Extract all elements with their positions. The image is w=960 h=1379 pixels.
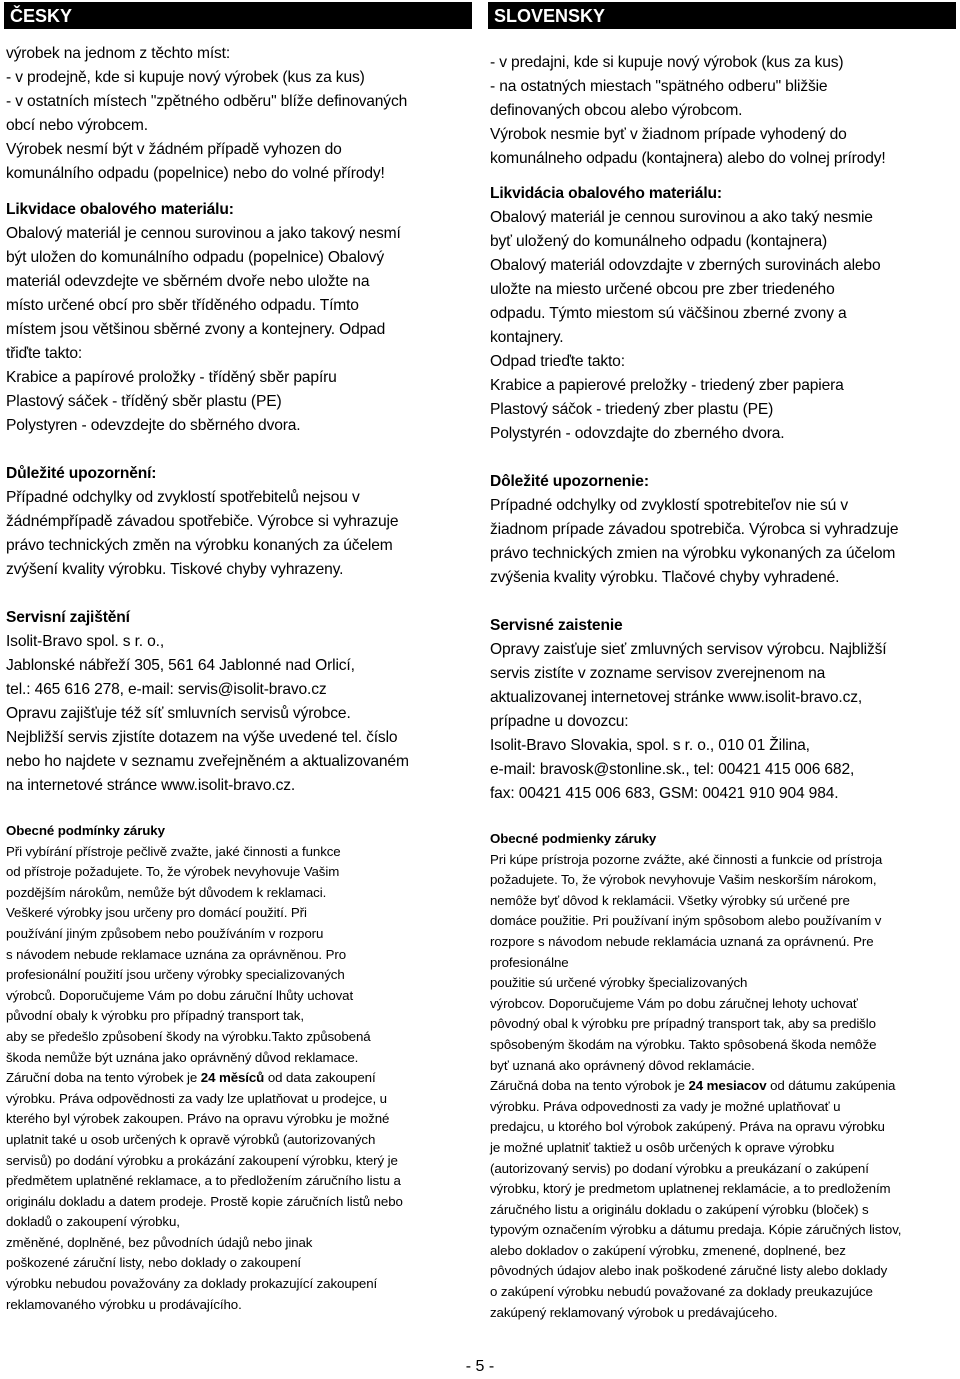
text-line: (autorizovaný servis) po dodaní výrobku a preukázaní o zakúpení <box>490 1160 869 1176</box>
text-line: Nejbližší servis zjistíte dotazem na výše uvedené tel. číslo <box>6 729 398 746</box>
warranty-section <box>490 829 956 1323</box>
text-line: Krabice a papierové preložky - triedený zber papiera <box>490 377 844 394</box>
text-line: - v ostatních místech "zpětného odběru" blíže definovaných <box>6 93 408 110</box>
text-line: dokladů o zakoupení výrobku, <box>6 1214 180 1230</box>
text-line: Obalový materiál je cennou surovinou a ako taký nesmie <box>490 209 873 226</box>
text-line: Výrobok nesmie byť v žiadnom prípade vyhodený do <box>490 126 847 143</box>
text-line: Isolit-Bravo spol. s r. o., <box>6 633 165 650</box>
text-line: být uložen do komunálního odpadu (popelnice) Obalový <box>6 249 384 266</box>
text-line: výrobku. Práva odpovednosti za vady je možné uplatňovať u <box>490 1098 841 1114</box>
text-line: komunálneho odpadu (kontajnera) alebo do volnej prírody! <box>490 150 886 167</box>
text-line: - v predajni, kde si kupuje nový výrobok (kus za kus) <box>490 54 844 71</box>
warranty-heading: Obecné podmínky záruky <box>6 823 165 838</box>
text-line: zakúpený reklamovaný výrobok u predávajúceho. <box>490 1304 778 1320</box>
text-line: typovým označením výrobku a dátumu predaja. Kópie záručných listov, <box>490 1222 902 1238</box>
text-line: změněné, doplněné, bez původních údajů nebo jinak <box>6 1234 313 1250</box>
text-line: predajcu, u ktorého bol výrobok zakúpený. Práva na opravu výrobku <box>490 1119 885 1135</box>
warranty-section <box>6 821 472 1315</box>
text-line: o zakúpení výrobku nebudú považované za doklady preukazujúce <box>490 1284 873 1300</box>
text-line: třiďte takto: <box>6 345 83 362</box>
packaging-text <box>6 222 472 438</box>
text-line: právo technických změn na výrobku konaných za účelem <box>6 537 393 554</box>
text-line: kterého byl výrobek zakoupen. Právo na opravu výrobku je možné <box>6 1111 390 1127</box>
warranty-text <box>490 850 956 1324</box>
text-line: fax: 00421 415 006 683, GSM: 00421 910 904 984. <box>490 785 839 802</box>
section-header-czech: ČESKY <box>4 2 472 29</box>
text-line: nebo ho najdete v seznamu zveřejněném a aktualizovaném <box>6 753 409 770</box>
text-line: zvýšení kvality výrobku. Tiskové chyby vyhrazeny. <box>6 561 344 578</box>
text-line: Plastový sáček - tříděný sběr plastu (PE) <box>6 393 282 410</box>
text-line: Záručná doba na tento výrobok je 24 mesiacov od dátumu zakúpenia <box>490 1078 896 1094</box>
text-line: žádnémpřípadě závadou spotřebiče. Výrobce si vyhrazuje <box>6 513 399 530</box>
text-line: e-mail: bravosk@stonline.sk., tel: 00421 415 006 682, <box>490 761 855 778</box>
text-line: reklamovaného výrobku u prodávajícího. <box>6 1296 242 1312</box>
text-line: profesionálne <box>490 954 569 970</box>
text-line: výrobku, ktorý je predmetom uplatnenej reklamácie, a to predložením <box>490 1181 891 1197</box>
text-line: Obalový materiál odovzdajte v zberných surovinách alebo <box>490 257 881 274</box>
text-line: místo určené obcí pro sběr tříděného odpadu. Tímto <box>6 297 359 314</box>
packaging-heading: Likvidácia obalového materiálu: <box>490 185 722 202</box>
packaging-section <box>490 182 956 446</box>
text-line: na internetové stránce www.isolit-bravo.cz. <box>6 777 296 794</box>
text-line: záručného listu a originálu dokladu o zakúpení výrobku (bloček) s <box>490 1201 869 1217</box>
notice-text <box>6 486 472 582</box>
text-line: spôsobeným škodám na výrobku. Takto spôsobená škoda nemôže <box>490 1036 877 1052</box>
text-line: nemôže byť dôvod k reklamácii. Všetky výrobky sú určené pre <box>490 892 850 908</box>
text-line: odpadu. Týmto miestom sú väčšinou zberné zvony a <box>490 305 847 322</box>
service-text <box>490 638 956 806</box>
text-line: pozdějším nárokům, nemůže být důvodem k reklamaci. <box>6 884 327 900</box>
text-line: materiál odevzdejte ve sběrném dvoře nebo uložte na <box>6 273 370 290</box>
text-line: právo technických zmien na výrobku vykonaných za účelom <box>490 545 896 562</box>
text-line: Veškeré výrobky jsou určeny pro domácí použití. Při <box>6 905 307 921</box>
text-line: Při vybírání přístroje pečlivě zvažte, jaké činnosti a funkce <box>6 843 341 859</box>
text-line: profesionální použití jsou určeny výrobky specializovaných <box>6 967 345 983</box>
packaging-section <box>6 198 472 438</box>
notice-section <box>490 470 956 590</box>
disposal-intro <box>490 51 956 171</box>
text-line: Isolit-Bravo Slovakia, spol. s r. o., 010 01 Žilina, <box>490 737 810 754</box>
text-line: poškozené záruční listy, nebo doklady o zakoupení <box>6 1255 301 1271</box>
text-line: obcí nebo výrobcem. <box>6 117 148 134</box>
text-line: domáce použitie. Pri používaní iným spôsobom alebo používaním v <box>490 913 882 929</box>
czech-column <box>4 0 472 1315</box>
text-line: Pri kúpe prístroja pozorne zvážte, aké činnosti a funkcie od prístroja <box>490 851 883 867</box>
text-line: servis zistíte v zozname servisov zverejnenom na <box>490 665 826 682</box>
text-line: použitie sú určené výrobky špecializovaných <box>490 975 748 991</box>
text-line: rozpore s návodom nebude reklamácia uznaná za oprávnenú. Pre <box>490 933 874 949</box>
text-line: prípadne u dovozcu: <box>490 713 629 730</box>
warranty-heading: Obecné podmienky záruky <box>490 831 657 846</box>
text-line: originálu dokladu a datem prodeje. Prostě kopie záručních listů nebo <box>6 1193 403 1209</box>
text-line: předmětem uplatněné reklamace, a to předložením záručního listu a <box>6 1173 401 1189</box>
text-line: Případné odchylky od zvyklostí spotřebitelů nejsou v <box>6 489 360 506</box>
text-line: Plastový sáčok - triedený zber plastu (PE) <box>490 401 774 418</box>
notice-heading: Dôležité upozornenie: <box>490 473 649 490</box>
text-line: výrobek na jednom z těchto míst: <box>6 45 231 62</box>
notice-text <box>490 494 956 590</box>
text-line: místem jsou většinou sběrné zvony a kontejnery. Odpad <box>6 321 386 338</box>
text-line: tel.: 465 616 278, e-mail: servis@isolit-bravo.cz <box>6 681 327 698</box>
slovak-column <box>488 0 956 1323</box>
service-heading: Servisné zaistenie <box>490 617 623 634</box>
text-line: zvýšenia kvality výrobku. Tlačové chyby vyhradené. <box>490 569 840 586</box>
service-heading: Servisní zajištění <box>6 609 130 626</box>
disposal-intro <box>6 42 472 186</box>
notice-section <box>6 462 472 582</box>
text-line: Výrobek nesmí být v žádném případě vyhozen do <box>6 141 342 158</box>
text-line: uložte na miesto určené obcou pre zber triedeného <box>490 281 835 298</box>
text-line: Odpad trieďte takto: <box>490 353 625 370</box>
text-line: s návodem nebude reklamace uznána za oprávněnou. Pro <box>6 946 347 962</box>
text-line: používání jiným způsobem nebo používáním v rozporu <box>6 925 324 941</box>
text-line: - v prodejně, kde si kupuje nový výrobek (kus za kus) <box>6 69 365 86</box>
page-number: - 5 - <box>465 1358 495 1375</box>
service-text <box>6 630 472 798</box>
text-line: Opravu zajišťuje též síť smluvních servisů výrobce. <box>6 705 351 722</box>
text-line: výrobku nebudou považovány za doklady prokazující zakoupení <box>6 1276 378 1292</box>
slovak-body <box>488 51 956 1323</box>
text-line: Jablonské nábřeží 305, 561 64 Jablonné nad Orlicí, <box>6 657 355 674</box>
text-line: servisů) po dodání výrobku a prokázání zakoupení výrobku, který je <box>6 1152 398 1168</box>
text-line: výrobku. Práva odpovědnosti za vady lze uplatňovat u prodejce, u <box>6 1090 387 1106</box>
text-line: Záruční doba na tento výrobek je 24 měsíců od data zakoupení <box>6 1070 376 1086</box>
service-section <box>490 614 956 806</box>
text-line: je možné uplatniť taktiež u osôb určených k oprave výrobku <box>490 1139 835 1155</box>
text-line: Polystyrén - odovzdajte do zberného dvora. <box>490 425 785 442</box>
text-line: Polystyren - odevzdejte do sběrného dvora. <box>6 417 301 434</box>
text-line: definovaných obcou alebo výrobcom. <box>490 102 743 119</box>
text-line: původní obaly k výrobku pro případný transport tak, <box>6 1008 304 1024</box>
notice-heading: Důležité upozornění: <box>6 465 157 482</box>
packaging-text <box>490 206 956 446</box>
text-line: výrobců. Doporučujeme Vám po dobu záruční lhůty uchovat <box>6 987 354 1003</box>
text-line: Krabice a papírové proložky - tříděný sběr papíru <box>6 369 337 386</box>
service-section <box>6 606 472 798</box>
czech-body <box>4 42 472 1315</box>
text-line: byť uložený do komunálneho odpadu (kontajnera) <box>490 233 828 250</box>
text-line: byť uznaná ako oprávnený dôvod reklamácie. <box>490 1057 755 1073</box>
text-line: požadujete. To, že výrobok nevyhovuje Vašim neskorším nárokom, <box>490 872 877 888</box>
text-line: kontajnery. <box>490 329 564 346</box>
text-line: žiadnom prípade závadou spotrebiča. Výrobca si vyhradzuje <box>490 521 899 538</box>
warranty-text <box>6 842 472 1316</box>
text-line: - na ostatných miestach "spätného odberu" bližšie <box>490 78 828 95</box>
text-line: Opravy zaisťuje sieť zmluvných servisov výrobcu. Najbližší <box>490 641 887 658</box>
text-line: pôvodných údajov alebo inak poškodené záručné listy alebo doklady <box>490 1263 888 1279</box>
text-line: pôvodný obal k výrobku pre prípadný transport tak, aby sa predišlo <box>490 1016 876 1032</box>
text-line: od přístroje požadujete. To, že výrobek nevyhovuje Vašim <box>6 864 340 880</box>
section-header-slovak: SLOVENSKY <box>488 2 956 29</box>
packaging-heading: Likvidace obalového materiálu: <box>6 201 234 218</box>
text-line: uplatnit také u osob určených k opravě výrobků (autorizovaných <box>6 1131 376 1147</box>
text-line: aby se předešlo způsobení škody na výrobku.Takto způsobená <box>6 1028 371 1044</box>
text-line: aktualizovanej internetovej stránke www.isolit-bravo.cz, <box>490 689 863 706</box>
text-line: Prípadné odchylky od zvyklostí spotrebiteľov nie sú v <box>490 497 849 514</box>
text-line: alebo dokladov o zakúpení výrobku, zmenené, doplnené, bez <box>490 1242 846 1258</box>
text-line: výrobcov. Doporučujeme Vám po dobu záručnej lehoty uchovať <box>490 995 858 1011</box>
text-line: škoda nemůže být uznána jako oprávněný důvod reklamace. <box>6 1049 359 1065</box>
text-line: Obalový materiál je cennou surovinou a jako takový nesmí <box>6 225 401 242</box>
text-line: komunálního odpadu (popelnice) nebo do volné přírody! <box>6 165 385 182</box>
